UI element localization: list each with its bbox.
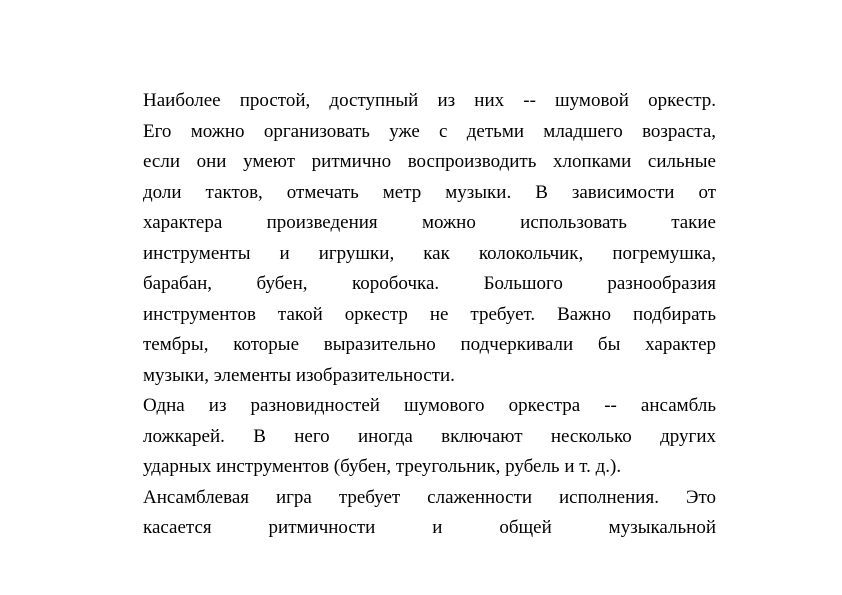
text-line: характера произведения можно использовать такие [143, 212, 716, 233]
text-line: ложкарей. В него иногда включают несколько других [143, 425, 716, 447]
text-line: касается ритмичности и общей музыкальной [143, 517, 716, 538]
text-line: доли тактов, отмечать метр музыки. В зависимости от [143, 181, 716, 203]
text-line: Его можно организовать уже с детьми младшего возраста, [143, 120, 716, 142]
text-line: Ансамблевая игра требует слаженности исполнения. Это [143, 486, 716, 508]
text-line: Одна из разновидностей шумового оркестра -- ансамбль [143, 395, 716, 416]
text-line: тембры, которые выразительно подчеркивали бы характер [143, 334, 716, 355]
text-line: инструменты и игрушки, как колокольчик, погремушка, [143, 242, 716, 264]
text-line: инструментов такой оркестр не требует. Важно подбирать [143, 303, 716, 325]
text-line: барабан, бубен, коробочка. Большого разнообразия [143, 273, 716, 294]
text-line: Наиболее простой, доступный из них -- шумовой оркестр. [143, 90, 716, 111]
text-line: музыки, элементы изобразительности. [143, 364, 455, 386]
text-line: если они умеют ритмично воспроизводить хлопками сильные [143, 151, 716, 172]
text-line: ударных инструментов (бубен, треугольник, рубель и т. д.). [143, 456, 622, 477]
body-text [143, 86, 716, 544]
